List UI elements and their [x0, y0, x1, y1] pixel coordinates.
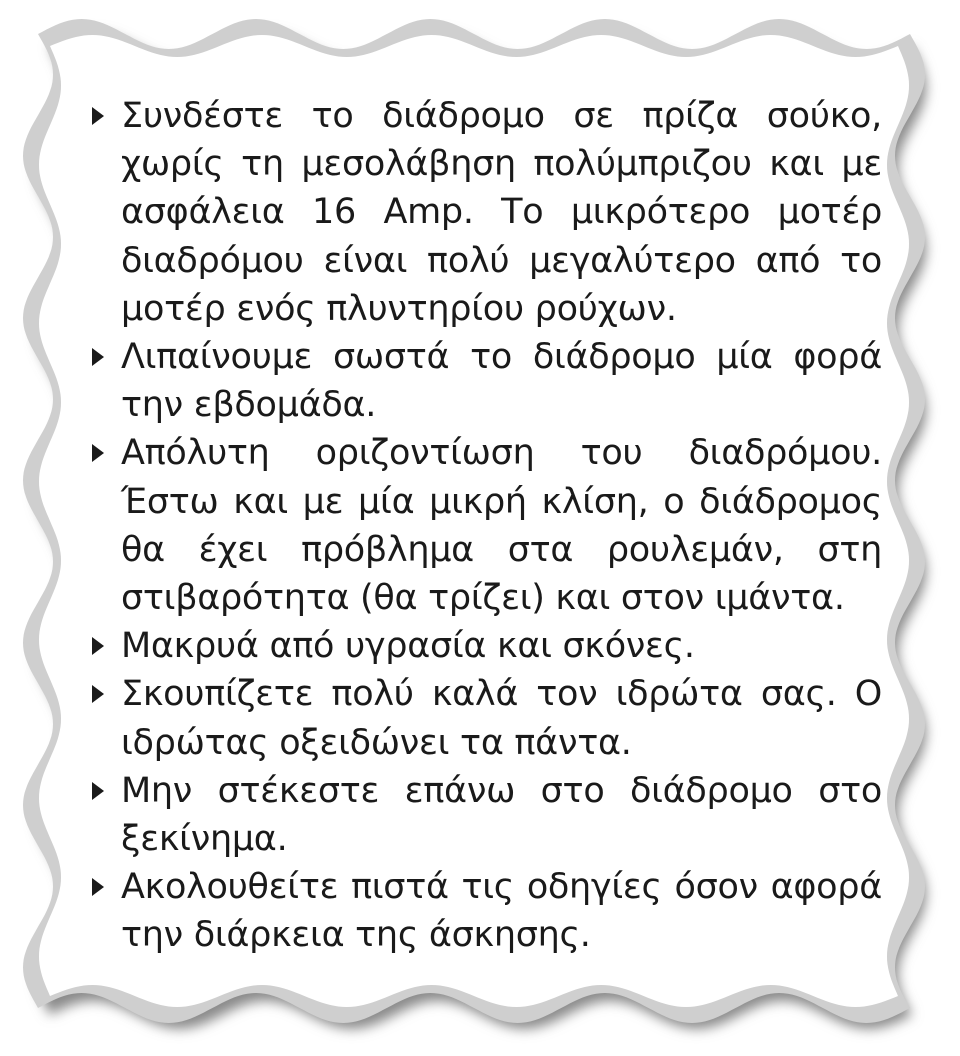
item-text: Μακρυά από υγρασία και σκόνες.: [121, 626, 695, 667]
item-text: Απόλυτη οριζοντίωση του διαδρόμου. Έστω και με μία μικρή κλίση, ο διάδρομος θα έχει πρόβλημα στα ρουλεμάν, στη στιβαρότητα (θα τρίζει) και στον ιμάντα.: [121, 433, 882, 619]
list-item: [92, 333, 882, 429]
item-text: Σκουπίζετε πολύ καλά τον ιδρώτα σας. Ο ιδρώτας οξειδώνει τα πάντα.: [121, 674, 882, 763]
triangle-bullet-icon: [92, 107, 104, 125]
list-item: [92, 670, 882, 766]
triangle-bullet-icon: [92, 637, 104, 655]
list-item: [92, 622, 882, 670]
triangle-bullet-icon: [92, 878, 104, 896]
item-text: Συνδέστε το διάδρομο σε πρίζα σούκο, χωρίς τη μεσολάβηση πολύμπριζου και με ασφάλεια 16 Amp. Το μικρότερο μοτέρ διαδρόμου είναι πολύ μεγαλύτερο από το μοτέρ ενός πλυντηρίου ρούχων.: [121, 96, 882, 329]
triangle-bullet-icon: [92, 782, 104, 800]
triangle-bullet-icon: [92, 685, 104, 703]
triangle-bullet-icon: [92, 348, 104, 366]
list-item: [92, 92, 882, 333]
list-item: [92, 863, 882, 959]
list-item: [92, 767, 882, 863]
list-item: [92, 429, 882, 622]
item-text: Μην στέκεστε επάνω στο διάδρομο στο ξεκίνημα.: [121, 770, 882, 860]
tips-list: [92, 92, 882, 960]
item-text: Ακολουθείτε πιστά τις οδηγίες όσον αφορά την διάρκεια της άσκησης.: [121, 867, 882, 956]
triangle-bullet-icon: [92, 444, 104, 462]
item-text: Λιπαίνουμε σωστά το διάδρομο μία φορά την εβδομάδα.: [121, 337, 882, 426]
